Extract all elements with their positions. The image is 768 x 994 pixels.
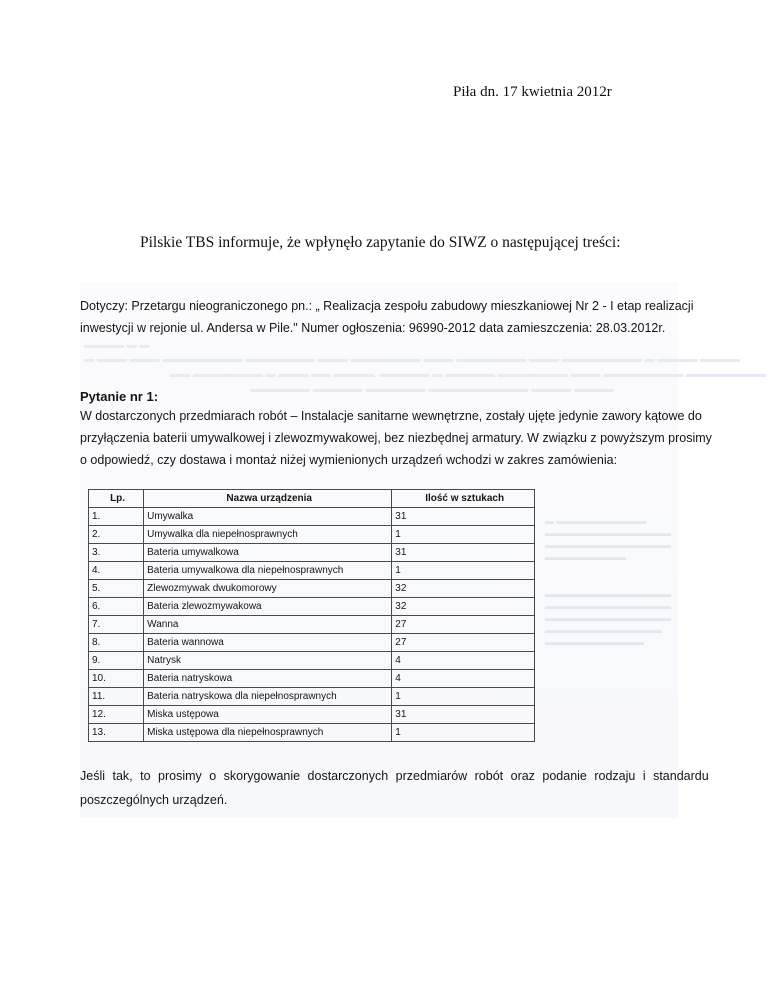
row-number: 10. (89, 670, 144, 688)
row-quantity: 32 (392, 598, 535, 616)
table-row (89, 670, 535, 688)
table-row (89, 634, 535, 652)
row-quantity: 4 (392, 670, 535, 688)
table-row (89, 544, 535, 562)
table-row (89, 616, 535, 634)
row-quantity: 1 (392, 526, 535, 544)
row-number: 3. (89, 544, 144, 562)
row-name: Natrysk (144, 652, 392, 670)
question-line-2: przyłączenia baterii umywalkowej i zlewozmywakowej, bez niezbędnej armatury. W związku z powyższym prosimy (80, 431, 712, 445)
row-quantity: 27 (392, 634, 535, 652)
question-heading: Pytanie nr 1: (80, 389, 159, 404)
row-quantity: 1 (392, 562, 535, 580)
row-name: Bateria natryskowa dla niepełnosprawnych (144, 688, 392, 706)
table-header-row (89, 490, 535, 508)
row-quantity: 31 (392, 544, 535, 562)
row-name: Bateria natryskowa (144, 670, 392, 688)
row-number: 13. (89, 724, 144, 742)
row-name: Miska ustępowa dla niepełnosprawnych (144, 724, 392, 742)
column-header-name: Nazwa urządzenia (144, 490, 392, 508)
row-name: Zlewozmywak dwukomorowy (144, 580, 392, 598)
bleed-through-text: ▬▬▬▬▬▬▬▬▬▬▬▬▬▬ ▬▬▬▬▬▬▬▬▬▬▬▬▬▬ ▬▬▬▬▬▬▬▬▬▬▬▬▬▬ ▬▬▬▬▬▬▬▬▬▬▬▬▬ ▬▬▬▬▬▬▬▬▬▬▬ (545, 589, 671, 647)
bleed-through-text: ▬ ▬▬▬▬▬▬▬▬▬▬ ▬▬▬▬▬▬▬▬▬▬▬▬▬▬ ▬▬▬▬▬▬▬▬▬▬▬▬▬▬ ▬▬▬▬▬▬▬▬▬ (545, 516, 671, 562)
row-quantity: 31 (392, 706, 535, 724)
row-name: Bateria umywalkowa (144, 544, 392, 562)
row-number: 2. (89, 526, 144, 544)
subject-line-1: Dotyczy: Przetargu nieograniczonego pn.: „ Realizacja zespołu zabudowy mieszkaniowej Nr 2 - I etap realizacji (80, 299, 694, 313)
table-row (89, 724, 535, 742)
intro-line: Pilskie TBS informuje, że wpłynęło zapytanie do SIWZ o następującej treści: (140, 234, 621, 251)
row-quantity: 1 (392, 724, 535, 742)
closing-line-1: Jeśli tak, to prosimy o skorygowanie dostarczonych przedmiarów robót oraz podanie rodzaju i standardu (80, 769, 709, 783)
row-number: 7. (89, 616, 144, 634)
table-row (89, 562, 535, 580)
row-number: 8. (89, 634, 144, 652)
table-row (89, 706, 535, 724)
table-row (89, 526, 535, 544)
row-number: 9. (89, 652, 144, 670)
row-name: Bateria wannowa (144, 634, 392, 652)
row-name: Umywalka (144, 508, 392, 526)
row-name: Miska ustępowa (144, 706, 392, 724)
table-row (89, 508, 535, 526)
row-name: Umywalka dla niepełnosprawnych (144, 526, 392, 544)
closing-line-2: poszczególnych urządzeń. (80, 793, 228, 807)
row-name: Wanna (144, 616, 392, 634)
question-line-1: W dostarczonych przedmiarach robót – Instalacje sanitarne wewnętrzne, zostały ujęte jedynie zawory kątowe do (80, 409, 702, 423)
row-quantity: 4 (392, 652, 535, 670)
row-name: Bateria zlewozmywakowa (144, 598, 392, 616)
equipment-table (88, 489, 535, 742)
column-header-quantity: Ilość w sztukach (392, 490, 535, 508)
date-line: Piła dn. 17 kwietnia 2012r (453, 84, 612, 100)
row-number: 4. (89, 562, 144, 580)
table-row (89, 598, 535, 616)
row-number: 11. (89, 688, 144, 706)
question-line-3: o odpowiedź, czy dostawa i montaż niżej wymienionych urządzeń wchodzi w zakres zamówienia: (80, 453, 618, 467)
table-row (89, 652, 535, 670)
bleed-through-text: ▬▬ ▬▬▬▬▬▬▬ ▬ ▬▬▬ ▬▬ ▬▬▬▬, ▬▬▬▬▬ ▬ ▬▬▬▬▬ ▬▬▬▬▬▬▬ ▬▬▬ ▬▬▬▬▬▬▬▬ ▬▬▬▬▬▬▬▬ (170, 369, 767, 380)
bleed-through-text: ▬▬▬▬▬▬ ▬▬▬▬▬ ▬▬▬▬▬▬ ▬▬▬▬▬▬▬▬▬▬ ▬▬▬▬ ▬▬▬▬ (250, 384, 614, 395)
row-name: Bateria umywalkowa dla niepełnosprawnych (144, 562, 392, 580)
row-quantity: 31 (392, 508, 535, 526)
subject-line-2: inwestycji w rejonie ul. Andersa w Pile." Numer ogłoszenia: 96990-2012 data zamieszczenia: 28.03.2012r. (80, 321, 666, 335)
table-row (89, 688, 535, 706)
row-number: 1. (89, 508, 144, 526)
row-quantity: 32 (392, 580, 535, 598)
row-number: 6. (89, 598, 144, 616)
row-number: 12. (89, 706, 144, 724)
table-row (89, 580, 535, 598)
row-quantity: 1 (392, 688, 535, 706)
bleed-through-text: ▬ ▬▬▬ ▬▬▬ ▬▬▬▬▬▬▬▬ ▬▬▬▬▬▬▬ ▬▬▬ ▬▬▬▬▬▬▬ ▬▬▬ ▬▬▬▬▬▬▬ ▬▬▬ ▬▬▬▬▬▬▬▬ ▬ ▬▬▬▬ ▬▬▬▬ (84, 354, 741, 365)
column-header-lp: Lp. (89, 490, 144, 508)
bleed-through-text: ▬▬▬▬ ▬ ▬ (84, 340, 150, 351)
row-quantity: 27 (392, 616, 535, 634)
row-number: 5. (89, 580, 144, 598)
